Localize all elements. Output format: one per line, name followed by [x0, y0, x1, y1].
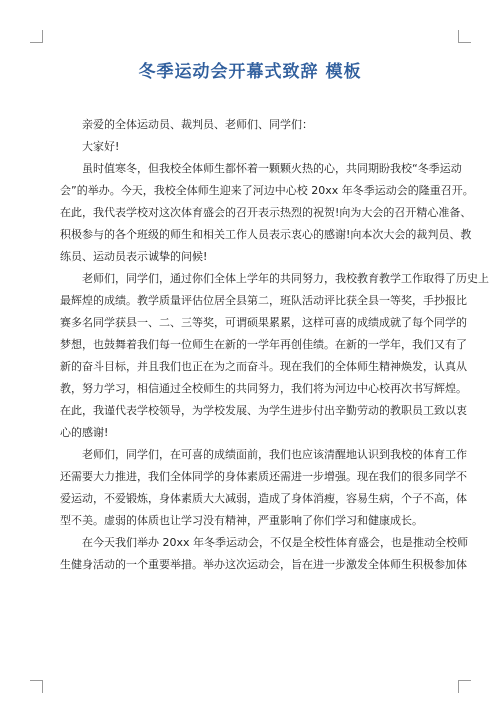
document-body [60, 60, 489, 576]
text-line: 大家好! [82, 140, 120, 153]
text-line: 爱运动，不爱锻炼，身体素质大大减弱，造成了身体消瘦，容易生病，个子不高，体 [60, 492, 467, 505]
text-line: 虽时值寒冬，但我校全体师生都怀着一颗颗火热的心，共同期盼我校“冬季运动 [82, 162, 462, 175]
text-line: 型不美。虚弱的体质也让学习没有精神，严重影响了你们学习和健康成长。 [60, 514, 423, 527]
text-line: 心的感谢! [60, 426, 109, 439]
document-title: 冬季运动会开幕式致辞 模板 [138, 62, 362, 82]
text-line: 练员、运动员表示诚挚的问候! [60, 250, 208, 263]
text-line: 老师们，同学们，通过你们全体上学年的共同努力，我校教育教学工作取得了历史上 [82, 272, 489, 285]
text-line: 老师们，同学们，在可喜的成绩面前，我们也应该清醒地认识到我校的体育工作 [82, 448, 467, 461]
text-line: 教，努力学习，相信通过全校师生的共同努力，我们将为河边中心校再次书写辉煌。 [60, 382, 467, 395]
crop-mark-bottom-right [458, 680, 471, 693]
text-line: 亲爱的全体运动员、裁判员、老师们、同学们： [82, 118, 313, 131]
text-line: 在此，我代表学校对这次体育盛会的召开表示热烈的祝贺!向为大会的召开精心准备、 [60, 206, 472, 219]
text-line: 新的奋斗目标，并且我们也正在为之而奋斗。现在我们的全体师生精神焕发，认真从 [60, 360, 467, 373]
text-line: 还需要大力推进，我们全体同学的身体素质还需进一步增强。现在我们的很多同学不 [60, 470, 467, 483]
text-line: 积极参与的各个班级的师生和相关工作人员表示衷心的感谢!向本次大会的裁判员、教 [60, 228, 472, 241]
text-line: 在今天我们举办 20xx 年冬季运动会，不仅是全校性体育盛会，也是推动全校师 [82, 536, 469, 549]
crop-mark-top-right [458, 30, 471, 43]
text-line: 最辉煌的成绩。教学质量评估位居全县第二，班队活动评比获全县一等奖，手抄报比 [60, 294, 467, 307]
text-line: 会”的举办。今天，我校全体师生迎来了河边中心校 20xx 年冬季运动会的隆重召开。 [60, 184, 474, 197]
crop-mark-bottom-left [30, 680, 43, 693]
text-line: 梦想，也鼓舞着我们每一位师生在新的一学年再创佳绩。在新的一学年，我们又有了 [60, 338, 467, 351]
text-lines [60, 114, 489, 576]
text-line: 在此，我谨代表学校领导，为学校发展、为学生进步付出辛勤劳动的教职员工致以衷 [60, 404, 467, 417]
crop-mark-top-left [30, 30, 43, 43]
text-line: 赛多名同学获县一、二、三等奖，可谓硕果累累，这样可喜的成绩成就了每个同学的 [60, 316, 467, 329]
text-line: 生健身活动的一个重要举措。举办这次运动会，旨在进一步激发全体师生积极参加体 [60, 558, 467, 571]
